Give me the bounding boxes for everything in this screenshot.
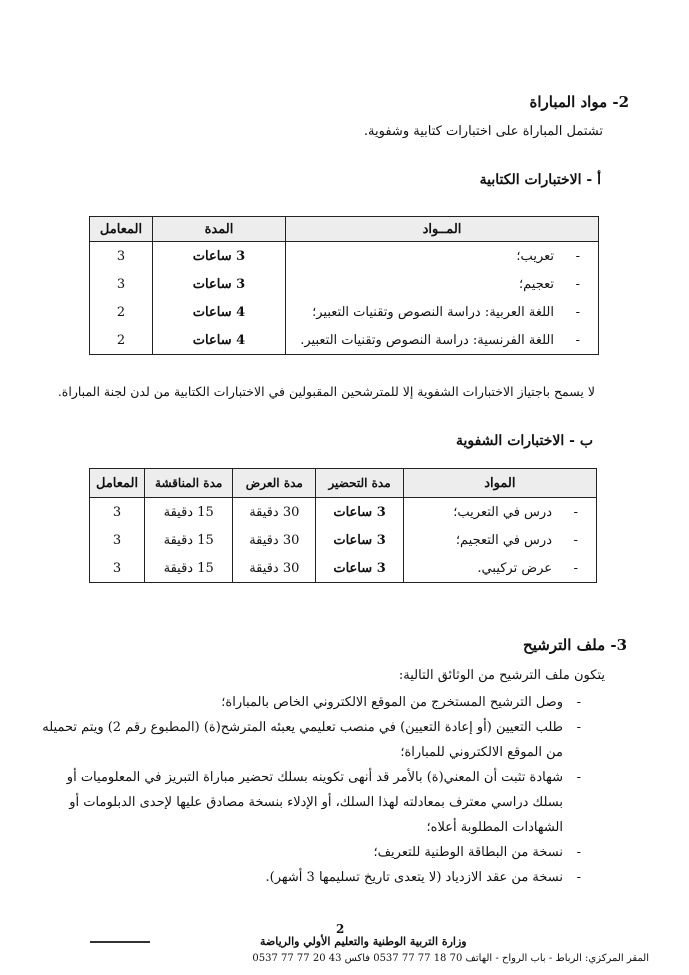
subject-text: درس في التعجيم؛ <box>455 532 552 548</box>
table-row <box>90 298 599 326</box>
documents-list <box>40 690 581 890</box>
bullet-dash: - <box>575 332 580 348</box>
prep-cell: 3 ساعات <box>316 526 403 554</box>
discussion-cell: 15 دقيقة <box>145 554 233 583</box>
header-discussion-duration: مدة المناقشة <box>145 469 233 498</box>
coefficient-cell: 3 <box>90 554 145 583</box>
prep-cell: 3 ساعات <box>316 554 403 583</box>
oral-tests-heading: ب - الاختبارات الشفوية <box>455 433 593 449</box>
coefficient-cell: 3 <box>90 526 145 554</box>
subject-text: تعريب؛ <box>516 248 554 264</box>
table-header-row <box>90 217 599 242</box>
bullet-dash: - <box>576 870 581 885</box>
subject-text: درس في التعريب؛ <box>453 504 552 520</box>
list-item-text: نسخة من عقد الازدياد (لا يتعدى تاريخ تسليمها 3 أشهر). <box>265 870 563 885</box>
page-number: 2 <box>336 922 345 936</box>
subject-cell <box>286 270 599 298</box>
bullet-dash: - <box>573 504 578 520</box>
list-item <box>40 865 581 890</box>
bullet-dash: - <box>575 276 580 292</box>
list-item-text: طلب التعيين (أو إعادة التعيين) في منصب تعليمي يعبئه المترشح(ة) (المطبوع رقم 2) ويتم تحميله من الموقع الالكتروني للمباراة؛ <box>42 720 563 760</box>
table-header-row <box>90 469 597 498</box>
subject-cell <box>286 298 599 326</box>
subject-cell <box>403 498 596 527</box>
oral-eligibility-note: لا يسمح باجتياز الاختبارات الشفوية إلا للمترشحين المقبولين في الاختبارات الكتابية من لدن لجنة المباراة. <box>57 384 595 399</box>
subject-text: اللغة الفرنسية: دراسة النصوص وتقنيات التعبير. <box>300 332 554 348</box>
section-3-intro: يتكون ملف الترشيح من الوثائق التالية: <box>398 668 605 683</box>
ministry-address: المقر المركزي: الرباط - باب الرواح - الهاتف 70 18 77 77 0537 فاكس 43 20 77 77 0537 <box>252 953 649 964</box>
section-2-heading: 2- مواد المباراة <box>529 93 629 111</box>
table-row <box>90 242 599 271</box>
header-duration: المدة <box>153 217 286 242</box>
prep-cell: 3 ساعات <box>316 498 403 527</box>
bullet-dash: - <box>573 532 578 548</box>
coefficient-cell: 3 <box>90 242 153 271</box>
oral-tests-table <box>89 468 597 583</box>
subject-cell <box>403 526 596 554</box>
header-subject: المــواد <box>286 217 599 242</box>
table-row <box>90 326 599 355</box>
section-3-heading: 3- ملف الترشيح <box>523 636 627 654</box>
coefficient-cell: 3 <box>90 498 145 527</box>
header-coefficient: المعامل <box>90 217 153 242</box>
coefficient-cell: 2 <box>90 298 153 326</box>
presentation-cell: 30 دقيقة <box>233 554 316 583</box>
bullet-dash: - <box>573 560 578 576</box>
presentation-cell: 30 دقيقة <box>233 498 316 527</box>
table-row <box>90 554 597 583</box>
header-coefficient: المعامل <box>90 469 145 498</box>
table-row <box>90 498 597 527</box>
written-tests-table <box>89 216 599 355</box>
discussion-cell: 15 دقيقة <box>145 526 233 554</box>
coefficient-cell: 2 <box>90 326 153 355</box>
table-row <box>90 270 599 298</box>
footer-divider <box>90 941 150 943</box>
subject-text: تعجيم؛ <box>519 276 554 292</box>
subject-text: عرض تركيبي. <box>477 560 552 576</box>
ministry-name: وزارة التربية الوطنية والتعليم الأولي والرياضة <box>260 935 467 948</box>
duration-cell: 4 ساعات <box>153 298 286 326</box>
coefficient-cell: 3 <box>90 270 153 298</box>
duration-cell: 3 ساعات <box>153 242 286 271</box>
bullet-dash: - <box>575 304 580 320</box>
header-subject: المواد <box>403 469 596 498</box>
bullet-dash: - <box>576 720 581 735</box>
bullet-dash: - <box>576 770 581 785</box>
duration-cell: 4 ساعات <box>153 326 286 355</box>
bullet-dash: - <box>576 845 581 860</box>
bullet-dash: - <box>576 695 581 710</box>
written-tests-heading: أ - الاختبارات الكتابية <box>479 172 601 188</box>
subject-text: اللغة العربية: دراسة النصوص وتقنيات التعبير؛ <box>312 304 554 320</box>
list-item-text: نسخة من البطاقة الوطنية للتعريف؛ <box>373 845 563 860</box>
duration-cell: 3 ساعات <box>153 270 286 298</box>
header-presentation-duration: مدة العرض <box>233 469 316 498</box>
subject-cell <box>403 554 596 583</box>
table-row <box>90 526 597 554</box>
bullet-dash: - <box>575 248 580 264</box>
list-item <box>40 690 581 715</box>
subject-cell <box>286 242 599 271</box>
presentation-cell: 30 دقيقة <box>233 526 316 554</box>
subject-cell <box>286 326 599 355</box>
list-item <box>40 840 581 865</box>
header-prep-duration: مدة التحضير <box>316 469 403 498</box>
list-item-text: وصل الترشيح المستخرج من الموقع الالكتروني الخاص بالمباراة؛ <box>221 695 563 710</box>
list-item <box>40 715 581 765</box>
list-item-text: شهادة تثبت أن المعني(ة) بالأمر قد أنهى تكوينه بسلك تحضير مباراة التبريز في المعلوميات أو بسلك دراسي معترف بمعادلته لهذا السلك، أو الإدلاء بنسخة مصادق عليها لإحدى الدبلومات أو الشهادات المطلوبة أعلاه؛ <box>66 770 563 835</box>
section-2-intro: تشتمل المباراة على اختبارات كتابية وشفوية. <box>363 124 603 139</box>
discussion-cell: 15 دقيقة <box>145 498 233 527</box>
list-item <box>40 765 581 840</box>
